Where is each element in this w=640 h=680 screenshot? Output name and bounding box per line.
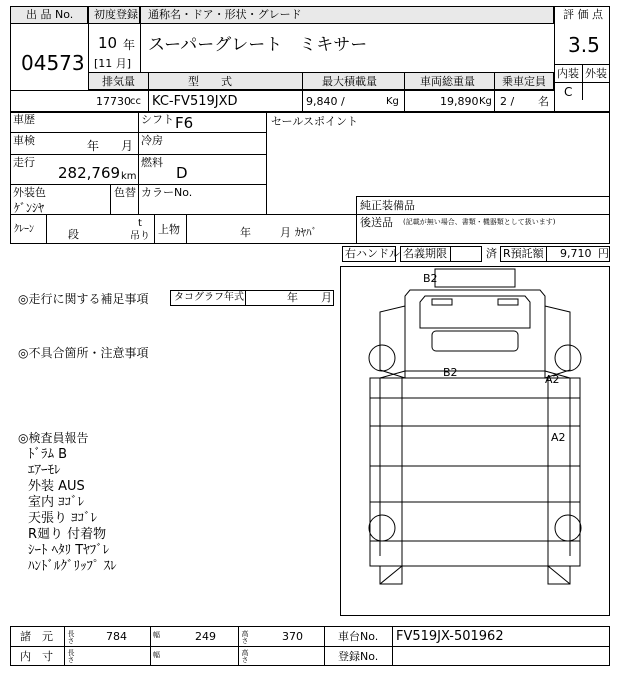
- divider: [450, 246, 451, 262]
- truck-diagram: [340, 266, 610, 616]
- chassis-value: FV519JX-501962: [396, 629, 504, 644]
- recycle-deposit-value: 9,710: [560, 247, 592, 260]
- cab-roof: [420, 296, 530, 328]
- max-load-value: 9,840 /: [306, 95, 345, 108]
- inspection-month: 月: [121, 139, 134, 153]
- genuine-equipment-label: 純正装備品: [360, 199, 415, 212]
- cab-side-right: [545, 306, 570, 378]
- shift-value: F6: [175, 114, 194, 132]
- divider: [266, 112, 267, 214]
- divider: [10, 132, 266, 133]
- max-load-label: 最大積載量: [322, 75, 377, 88]
- diagram-mark: B2: [423, 272, 438, 285]
- dims-label: 諸 元: [20, 630, 53, 643]
- front-left-wheel: [369, 345, 395, 371]
- inspector-report-lines: [28, 447, 117, 575]
- divider: [494, 72, 495, 112]
- divider: [324, 626, 325, 666]
- fuel-value: D: [176, 164, 188, 182]
- height-label: 高さ: [241, 630, 249, 644]
- crane-ton: t: [138, 218, 142, 229]
- yen-unit: 円: [598, 247, 609, 260]
- top-mark-box: [435, 269, 515, 287]
- lot-number: 04573: [21, 51, 85, 75]
- length-value: 784: [106, 630, 127, 643]
- diagram-mark: B2: [443, 366, 458, 379]
- gross-weight-value: 19,890: [440, 95, 479, 108]
- capacity-unit: 名: [538, 95, 549, 108]
- model-value: KC-FV519JXD: [152, 94, 238, 109]
- post-delivery-note: (記載が無い場合、書類・機器類として扱います): [403, 218, 556, 226]
- exterior-color-label: 外装色: [13, 186, 46, 199]
- in-width-label: 幅: [153, 651, 160, 659]
- name-label: 通称名・ドア・形状・グレード: [148, 8, 302, 21]
- gross-weight-unit: Kg: [479, 96, 492, 107]
- in-height-label: 高さ: [241, 649, 249, 663]
- divider: [64, 626, 65, 666]
- inspector-line: R廻り 付着物: [28, 527, 107, 542]
- divider: [10, 154, 266, 155]
- displacement-label: 排気量: [102, 75, 135, 88]
- model-label: 型 式: [188, 75, 232, 88]
- divider: [138, 112, 139, 214]
- first-reg-year-unit: 年: [123, 38, 136, 52]
- color-change-label: 色替: [114, 186, 136, 199]
- width-value: 249: [195, 630, 216, 643]
- inspector-line: 外装 AUS: [28, 479, 85, 494]
- color-code-label: カラーNo.: [141, 186, 193, 199]
- windshield: [432, 331, 518, 351]
- mileage-unit: km: [121, 171, 137, 182]
- shift-label: シフト: [141, 113, 174, 126]
- exterior-score-label: 外装: [585, 67, 607, 80]
- interior-score-label: 内装: [557, 67, 579, 80]
- displacement-value: 17730: [96, 95, 131, 108]
- inspector-line: ﾊﾝﾄﾞﾙｸﾞﾘｯﾌﾟ ｽﾚ: [28, 559, 117, 574]
- divider: [186, 214, 187, 244]
- first-reg-year: 10: [98, 34, 118, 52]
- divider: [392, 626, 393, 666]
- tacho-label: タコグラフ年式: [174, 292, 244, 303]
- inspection-label: 車検: [13, 134, 35, 147]
- crane-hang: 吊り: [130, 231, 150, 242]
- history-label: 車歴: [13, 113, 35, 126]
- diagram-mark: A2: [551, 431, 566, 444]
- divider: [154, 214, 155, 244]
- height-value: 370: [282, 630, 303, 643]
- tacho-month: 月: [321, 291, 332, 304]
- divider: [302, 72, 303, 112]
- mirror-left: [432, 299, 452, 305]
- chassis-label: 車台No.: [338, 630, 379, 643]
- inspector-line: ﾄﾞﾗﾑ B: [28, 447, 68, 462]
- rear-left-wheel: [369, 515, 395, 541]
- title-expiry-label: 名義期限: [403, 247, 447, 260]
- handle-value: 右ハンドル: [345, 247, 400, 260]
- inspector-line: 室内 ﾖｺﾞﾚ: [28, 495, 85, 510]
- body-label: 上物: [158, 223, 180, 236]
- width-label: 幅: [153, 631, 160, 639]
- defects-label: ◎不具合箇所・注意事項: [18, 346, 149, 360]
- mileage-label: 走行: [13, 156, 35, 169]
- divider: [148, 72, 149, 112]
- capacity-value: 2 /: [500, 95, 515, 108]
- divider: [238, 626, 239, 666]
- max-load-unit: Kg: [386, 96, 399, 107]
- body-year: 年: [240, 226, 251, 239]
- mileage-value: 282,769: [58, 164, 121, 182]
- capacity-label: 乗車定員: [502, 75, 546, 88]
- post-delivery-label: 後送品: [360, 216, 393, 229]
- front-right-wheel: [555, 345, 581, 371]
- recycle-status: 済: [486, 247, 497, 260]
- divider: [554, 82, 610, 83]
- ac-label: 冷房: [141, 134, 163, 147]
- inspector-line: 天張り ﾖｺﾞﾚ: [28, 511, 98, 526]
- interior-score: C: [564, 85, 573, 99]
- divider: [245, 290, 246, 306]
- divider: [356, 196, 357, 244]
- sales-point-label: セールスポイント: [271, 115, 359, 128]
- score-label: 評 価 点: [563, 8, 603, 21]
- cab-side-left: [380, 306, 405, 378]
- tacho-year: 年: [287, 291, 298, 304]
- divider: [46, 214, 47, 244]
- divider: [554, 6, 555, 112]
- lot-no-label: 出 品 No.: [26, 8, 74, 21]
- divider: [546, 246, 547, 262]
- first-reg-label: 初度登録: [94, 8, 138, 21]
- divider: [404, 72, 405, 112]
- specs-label-row: [88, 72, 554, 90]
- inspector-report-label: ◎検査員報告: [18, 431, 89, 445]
- rear-right-wheel: [555, 515, 581, 541]
- divider: [10, 90, 554, 91]
- divider: [150, 626, 151, 666]
- recycle-deposit-label: R預託額: [503, 247, 544, 260]
- in-length-label: 長さ: [67, 649, 75, 663]
- displacement-unit: cc: [130, 96, 141, 107]
- first-reg-month: [11 月]: [94, 57, 132, 70]
- divider: [110, 184, 111, 214]
- inspection-year: 年: [87, 139, 100, 153]
- exterior-color-value: ｹﾞﾝｼﾔ: [14, 201, 45, 215]
- score-value: 3.5: [568, 33, 600, 57]
- mirror-right: [498, 299, 518, 305]
- body-month: 月: [280, 226, 291, 239]
- crane-stage: 段: [68, 228, 79, 241]
- body-maker: ｶﾔﾊﾞ: [295, 226, 317, 239]
- registration-label: 登録No.: [338, 650, 379, 663]
- inspector-line: ｼｰﾄ ﾍﾀﾘ Tﾔﾌﾞﾚ: [28, 543, 110, 558]
- divider: [10, 646, 610, 647]
- driving-notes-label: ◎走行に関する補足事項: [18, 292, 149, 306]
- length-label: 長さ: [67, 630, 75, 644]
- gross-weight-label: 車両総重量: [420, 75, 475, 88]
- divider: [356, 196, 610, 197]
- diagram-mark: A2: [545, 373, 560, 386]
- crane-label: ｸﾚｰﾝ: [14, 224, 34, 235]
- vehicle-name: スーパーグレート ミキサー: [148, 35, 368, 55]
- interior-dims-label: 内 寸: [20, 650, 53, 663]
- fuel-label: 燃料: [141, 156, 163, 169]
- divider: [10, 184, 266, 185]
- divider: [10, 214, 610, 215]
- inspector-line: ｴｱｰﾓﾚ: [28, 463, 61, 478]
